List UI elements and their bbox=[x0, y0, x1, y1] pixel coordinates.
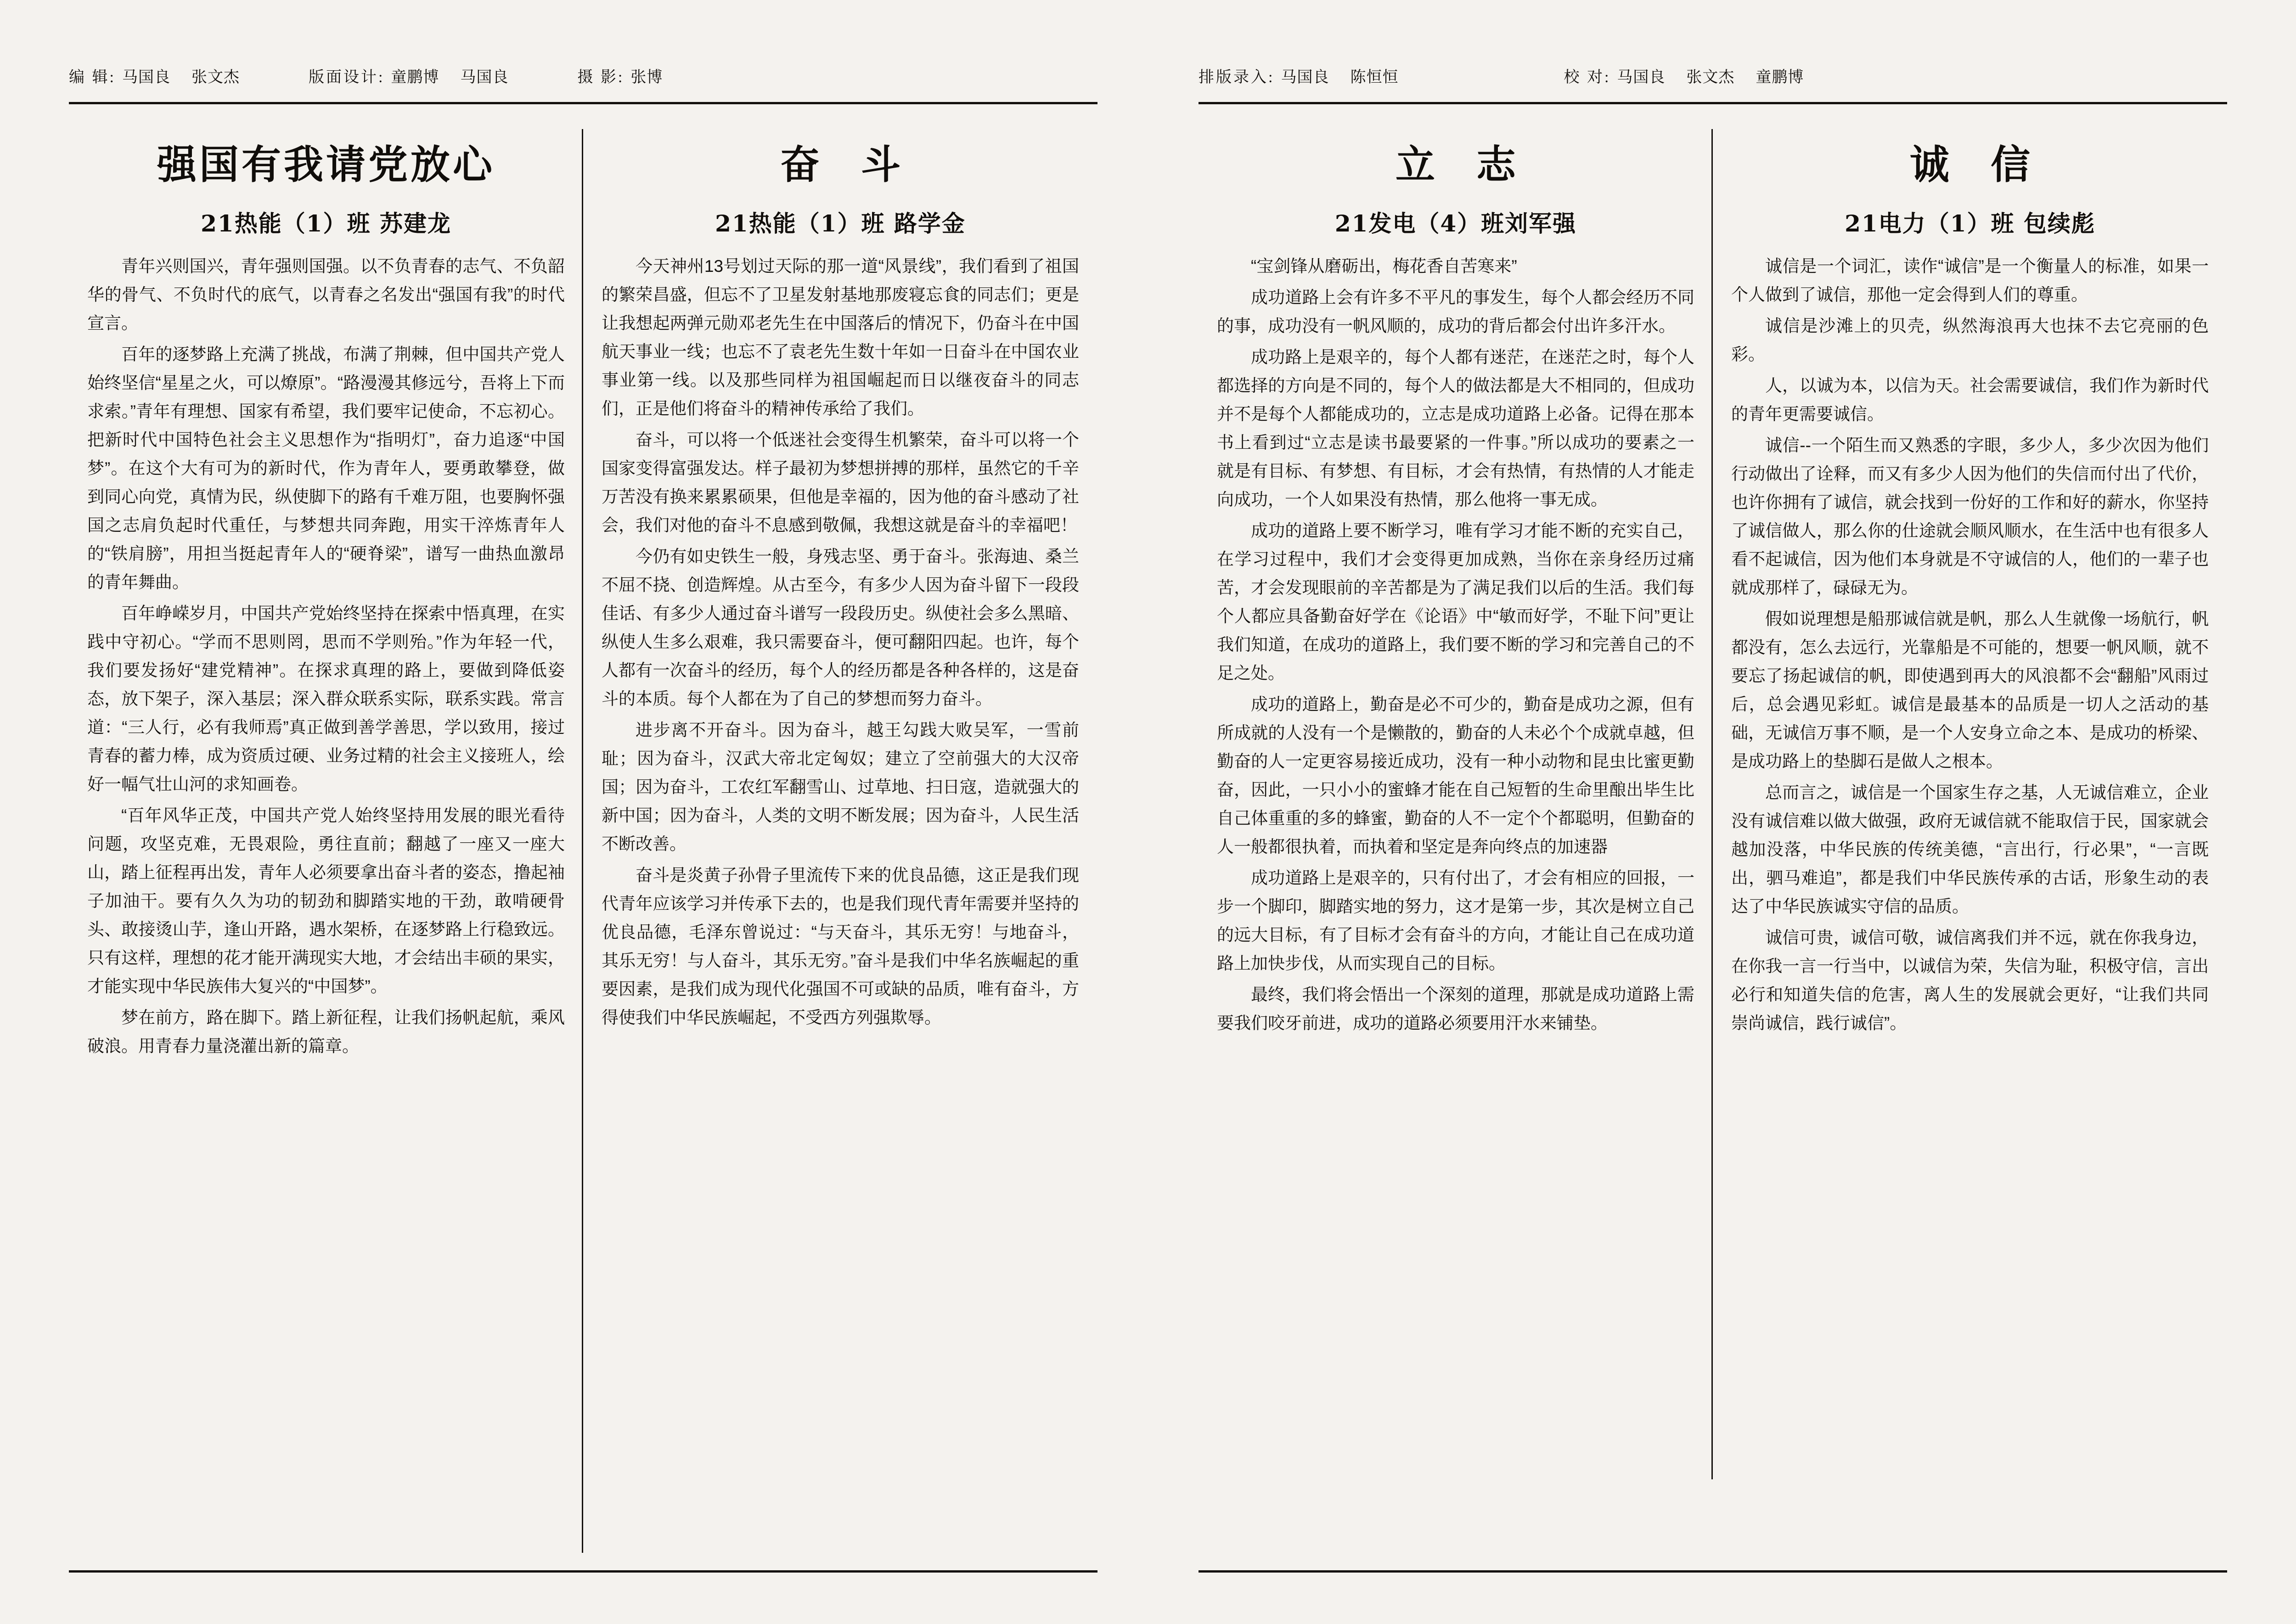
paragraph: 奋斗是炎黄子孙骨子里流传下来的优良品德，这正是我们现代青年应该学习并传承下去的，也是我们现代青年需要并坚持的优良品德，毛泽东曾说过：“与天奋斗，其乐无穷！与地奋斗，其乐无穷！与人奋斗，其乐无穷。”奋斗是我们中华名族崛起的重要因素，是我们成为现代化强国不可或缺的品质，唯有奋斗，方得使我们中华民族崛起，不受西方列强欺辱。 bbox=[602, 866, 1079, 1027]
paragraph: 诚信可贵，诚信可敬，诚信离我们并不远，就在你我身边，在你我一言一行当中，以诚信为荣，失信为耻，积极守信，言出必行和知道失信的危害，离人生的发展就会更好，“让我们共同崇尚诚信，践行诚信”。 bbox=[1731, 928, 2209, 1032]
page-title: 诚 信 bbox=[1910, 141, 2044, 188]
article-byline: 21热能（1）班 路学金 bbox=[715, 210, 966, 237]
paragraph: “宝剑锋从磨砺出，梅花香自苦寒来” bbox=[1251, 257, 1517, 276]
paragraph: 奋斗，可以将一个低迷社会变得生机繁荣，奋斗可以将一个国家变得富强发达。样子最初为梦想拼搏的那样，虽然它的千辛万苦没有换来累累硕果，但他是幸福的，因为他的奋斗感动了社会，我们对他的奋斗不息感到敬佩，我想这就是奋斗的幸福吧！ bbox=[602, 430, 1079, 535]
credit-name: 马国良 bbox=[122, 69, 170, 86]
credit-label: 校 对: bbox=[1564, 69, 1611, 86]
article-body bbox=[87, 252, 565, 1060]
credit-name: 马国良 bbox=[1281, 69, 1329, 86]
page-title: 立 志 bbox=[1396, 141, 1530, 188]
page-title: 奋 斗 bbox=[780, 141, 914, 188]
paragraph: 百年峥嵘岁月，中国共产党始终坚持在探索中悟真理，在实践中守初心。“学而不思则罔，思而不学则殆。”作为年轻一代，我们要发扬好“建党精神”。在探求真理的路上，要做到降低姿态，放下架子，深入基层；深入群众联系实际，联系实践。常言道：“三人行，必有我师焉”真正做到善学善思，学以致用，接过青春的蓄力棒，成为资质过硬、业务过精的社会主义接班人，绘好一幅气壮山河的求知画卷。 bbox=[87, 604, 565, 794]
article-column-1 bbox=[69, 129, 583, 1534]
credit-label: 排版录入: bbox=[1199, 69, 1275, 86]
columns-right bbox=[1199, 129, 2227, 1534]
paragraph: 最终，我们将会悟出一个深刻的道理，那就是成功道路上需要我们咬牙前进，成功的道路必须要用汗水来铺垫。 bbox=[1217, 985, 1694, 1032]
credit-name: 童鹏博 bbox=[391, 69, 439, 86]
credit-name: 童鹏博 bbox=[1756, 69, 1804, 86]
paragraph: 成功的道路上要不断学习，唯有学习才能不断的充实自己，在学习过程中，我们才会变得更加成熟，当你在亲身经历过痛苦，才会发现眼前的辛苦都是为了满足我们以后的生活。我们每个人都应具备勤奋好学在《论语》中“敏而好学，不耻下问”更让我们知道，在成功的道路上，我们要不断的学习和完善自己的不足之处。 bbox=[1217, 521, 1694, 682]
paragraph: 假如说理想是船那诚信就是帆，那么人生就像一场航行，帆都没有，怎么去远行，光靠船是不可能的，想要一帆风顺，就不要忘了扬起诚信的帆，即使遇到再大的风浪都不会“翻船”风雨过后，总会遇见彩虹。诚信是最基本的品质是一切人之活动的基础，无诚信万事不顺，是一个人安身立命之本、是成功的桥梁、是成功路上的垫脚石是做人之根本。 bbox=[1731, 609, 2209, 771]
page-title: 强国有我请党放心 bbox=[157, 141, 495, 188]
paragraph: 成功的道路上，勤奋是必不可少的，勤奋是成功之源，但有所成就的人没有一个是懒散的，勤奋的人未必个个成就卓越，但勤奋的人一定更容易接近成功，没有一种小动物和昆虫比蜜更勤奋，因此，一只小小的蜜蜂才能在自己短暂的生命里酿出毕生比自己体重重的多的蜂蜜，勤奋的人不一定个个都聪明，但勤奋的人一般都很执着，而执着和坚定是奔向终点的加速器 bbox=[1217, 695, 1694, 856]
paragraph: 成功道路上会有许多不平凡的事发生，每个人都会经历不同的事，成功没有一帆风顺的，成功的背后都会付出许多汗水。 bbox=[1217, 288, 1694, 335]
article-byline: 21发电（4）班刘军强 bbox=[1334, 210, 1577, 237]
credit-label: 摄 影: bbox=[577, 69, 625, 86]
article-body bbox=[1731, 252, 2209, 1038]
paragraph: 青年兴则国兴，青年强则国强。以不负青春的志气、不负韶华的骨气、不负时代的底气，以青春之名发出“强国有我”的时代宣言。 bbox=[87, 257, 565, 333]
credit-label: 编 辑: bbox=[69, 69, 116, 86]
paragraph: 进步离不开奋斗。因为奋斗，越王勾践大败吴军，一雪前耻；因为奋斗，汉武大帝北定匈奴；建立了空前强大的大汉帝国；因为奋斗，工农红军翻雪山、过草地、扫日寇，造就强大的新中国；因为奋斗，人类的文明不断发展；因为奋斗，人民生活不断改善。 bbox=[602, 721, 1079, 853]
paragraph: “百年风华正茂，中国共产党人始终坚持用发展的眼光看待问题，攻坚克难，无畏艰险，勇往直前；翻越了一座又一座大山，踏上征程再出发，青年人必须要拿出奋斗者的姿态，撸起袖子加油干。要有久久为功的韧劲和脚踏实地的干劲，敢啃硬骨头、敢接烫山芋，逢山开路，遇水架桥，在逐梦路上行稳致远。只有这样，理想的花才能开满现实大地，才会结出丰硕的果实，才能实现中华民族伟大复兴的“中国梦”。 bbox=[87, 806, 565, 996]
article-column-3 bbox=[1199, 129, 1713, 1534]
credit-name: 张文杰 bbox=[191, 69, 240, 86]
footer-rule bbox=[1199, 1570, 2227, 1573]
credits-row-right bbox=[1199, 64, 2227, 92]
paragraph: 成功道路上是艰辛的，只有付出了，才会有相应的回报，一步一个脚印，脚踏实地的努力，这才是第一步，其次是树立自己的远大目标，有了目标才会有奋斗的方向，才能让自己在成功道路上加快步伐，从而实现自己的目标。 bbox=[1217, 868, 1694, 973]
article-body bbox=[1217, 252, 1694, 1038]
columns-left bbox=[69, 129, 1097, 1534]
credit-group-typesetting bbox=[1199, 64, 1398, 87]
paragraph: 成功路上是艰辛的，每个人都有迷茫，在迷茫之时，每个人都选择的方向是不同的，每个人的做法都是大不相同的，但成功并不是每个人都能成功的，立志是成功道路上必备。记得在那本书上看到过“立志是读书最要紧的一件事。”所以成功的要素之一就是有目标、有梦想、有目标，才会有热情，有热情的人才能走向成功，一个人如果没有热情，那么他将一事无成。 bbox=[1217, 348, 1694, 509]
credit-label: 版面设计: bbox=[308, 69, 385, 86]
paragraph: 诚信是一个词汇，读作“诚信”是一个衡量人的标准，如果一个人做到了诚信，那他一定会得到人们的尊重。 bbox=[1731, 257, 2209, 304]
paragraph: 诚信是沙滩上的贝壳，纵然海浪再大也抹不去它亮丽的色彩。 bbox=[1731, 316, 2209, 364]
footer-rule bbox=[69, 1570, 1097, 1573]
credit-group-proofreading bbox=[1564, 64, 1804, 87]
paragraph: 梦在前方，路在脚下。踏上新征程，让我们扬帆起航，乘风破浪。用青春力量浇灌出新的篇章。 bbox=[87, 1008, 565, 1055]
article-column-2 bbox=[583, 129, 1097, 1534]
article-byline: 21热能（1）班 苏建龙 bbox=[201, 210, 451, 237]
sheet-right bbox=[1148, 0, 2296, 1624]
credit-group-editor bbox=[69, 64, 240, 87]
credit-name: 马国良 bbox=[460, 69, 509, 86]
credit-name: 马国良 bbox=[1617, 69, 1666, 86]
credit-name: 陈恒恒 bbox=[1350, 69, 1399, 86]
paragraph: 总而言之，诚信是一个国家生存之基，人无诚信难立，企业没有诚信难以做大做强，政府无诚信就不能取信于民，国家就会越加没落，中华民族的传统美德，“言出行，行必果”，“一言既出，驷马难追”，都是我们中华民族传承的古话，形象生动的表达了中华民族诚实守信的品质。 bbox=[1731, 783, 2209, 916]
paragraph: 今天神州13号划过天际的那一道“风景线”，我们看到了祖国的繁荣昌盛，但忘不了卫星发射基地那废寝忘食的同志们；更是让我想起两弹元勋邓老先生在中国落后的情况下，仍奋斗在中国航天事业一线；也忘不了袁老先生数十年如一日奋斗在中国农业事业第一线。以及那些同样为祖国崛起而日以继夜奋斗的同志们，正是他们将奋斗的精神传承给了我们。 bbox=[602, 257, 1079, 418]
credit-name: 张博 bbox=[630, 69, 663, 86]
credit-name: 张文杰 bbox=[1686, 69, 1735, 86]
credits-row-left bbox=[69, 64, 1097, 92]
paragraph: 人，以诚为本，以信为天。社会需要诚信，我们作为新时代的青年更需要诚信。 bbox=[1731, 376, 2209, 423]
paragraph: 诚信--一个陌生而又熟悉的字眼，多少人，多少次因为他们行动做出了诠释，而又有多少人因为他们的失信而付出了代价，也许你拥有了诚信，就会找到一份好的工作和好的薪水，你坚持了诚信做人，那么你的仕途就会顺风顺水，在生活中也有很多人看不起诚信，因为他们本身就是不守诚信的人，他们的一辈子也就成那样了，碌碌无为。 bbox=[1731, 436, 2209, 597]
paragraph: 今仍有如史铁生一般，身残志坚、勇于奋斗。张海迪、桑兰不屈不挠、创造辉煌。从古至今，有多少人因为奋斗留下一段段佳话、有多少人通过奋斗谱写一段段历史。纵使社会多么黑暗、纵使人生多么艰难，我只需要奋斗，便可翻阳四起。也许，每个人都有一次奋斗的经历，每个人的经历都是各种各样的，这是奋斗的本质。每个人都在为了自己的梦想而努力奋斗。 bbox=[602, 547, 1079, 708]
article-body bbox=[602, 252, 1079, 1032]
credit-group-layout bbox=[309, 64, 508, 87]
article-column-4 bbox=[1713, 129, 2227, 1534]
header-rule bbox=[1199, 102, 2227, 104]
header-rule bbox=[69, 102, 1097, 104]
credit-group-photo bbox=[577, 64, 663, 87]
paragraph: 百年的逐梦路上充满了挑战，布满了荆棘，但中国共产党人始终坚信“星星之火，可以燎原”。“路漫漫其修远兮，吾将上下而求索。”青年有理想、国家有希望，我们要牢记使命，不忘初心。把新时代中国特色社会主义思想作为“指明灯”，奋力追逐“中国梦”。在这个大有可为的新时代，作为青年人，要勇敢攀登，做到同心向党，真情为民，纵使脚下的路有千难万阻，也要胸怀强国之志肩负起时代重任，与梦想共同奔跑，用实干淬炼青年人的“铁肩膀”，用担当挺起青年人的“硬脊梁”，谱写一曲热血激昂的青年舞曲。 bbox=[87, 345, 565, 592]
article-byline: 21电力（1）班 包续彪 bbox=[1845, 210, 2095, 237]
